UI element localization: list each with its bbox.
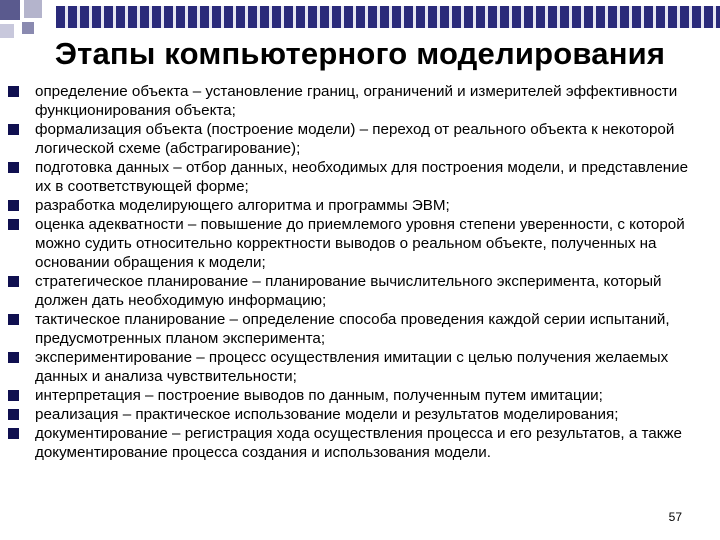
list-item: [8, 424, 708, 462]
square-bullet-icon: [8, 276, 19, 287]
square-bullet-icon: [8, 162, 19, 173]
list-item-text: стратегическое планирование – планирование вычислительного эксперимента, который должен дать необходимую информацию;: [35, 273, 662, 309]
list-item-text: формализация объекта (построение модели) – переход от реального объекта к некоторой логической схеме (абстрагирование);: [35, 121, 675, 157]
square-bullet-icon: [8, 390, 19, 401]
square-bullet-icon: [8, 86, 19, 97]
slide-title: Этапы компьютерного моделирования: [54, 36, 666, 71]
stage-list: [8, 82, 708, 462]
list-item: [8, 196, 708, 215]
square-bullet-icon: [8, 200, 19, 211]
list-item-text: разработка моделирующего алгоритма и программы ЭВМ;: [35, 197, 450, 214]
header-stripe-bar: [56, 6, 720, 28]
square-bullet-icon: [8, 352, 19, 363]
list-item-text: реализация – практическое использование модели и результатов моделирования;: [35, 406, 619, 423]
decor-square: [0, 0, 20, 20]
list-item-text: экспериментирование – процесс осуществления имитации с целью получения желаемых данных и анализа чувствительности;: [35, 349, 669, 385]
list-item-text: определение объекта – установление границ, ограничений и измерителей эффективности функционирования объекта;: [35, 83, 678, 119]
square-bullet-icon: [8, 219, 19, 230]
list-item-text: подготовка данных – отбор данных, необходимых для построения модели, и представление их в соответствующей форме;: [35, 159, 689, 195]
square-bullet-icon: [8, 124, 19, 135]
list-item-text: интерпретация – построение выводов по данным, полученным путем имитации;: [35, 387, 603, 404]
list-item-text: оценка адекватности – повышение до приемлемого уровня степени уверенности, с которой можно судить относительно корректности выводов о реальном объекте, полученных на основании обращения к модели;: [35, 216, 685, 271]
list-item: [8, 348, 708, 386]
list-item: [8, 120, 708, 158]
list-item-text: документирование – регистрация хода осуществления процесса и его результатов, а также документирование процесса создания и использования модели.: [35, 425, 683, 461]
list-item: [8, 158, 708, 196]
list-item: [8, 310, 708, 348]
list-item: [8, 272, 708, 310]
page-number: 57: [668, 510, 682, 524]
list-item: [8, 82, 708, 120]
decor-square: [22, 22, 34, 34]
square-bullet-icon: [8, 428, 19, 439]
square-bullet-icon: [8, 314, 19, 325]
list-item: [8, 405, 708, 424]
list-item: [8, 215, 708, 272]
decor-square: [24, 0, 42, 18]
square-bullet-icon: [8, 409, 19, 420]
list-item-text: тактическое планирование – определение способа проведения каждой серии испытаний, предусмотренных планом эксперимента;: [35, 311, 670, 347]
list-item: [8, 386, 708, 405]
